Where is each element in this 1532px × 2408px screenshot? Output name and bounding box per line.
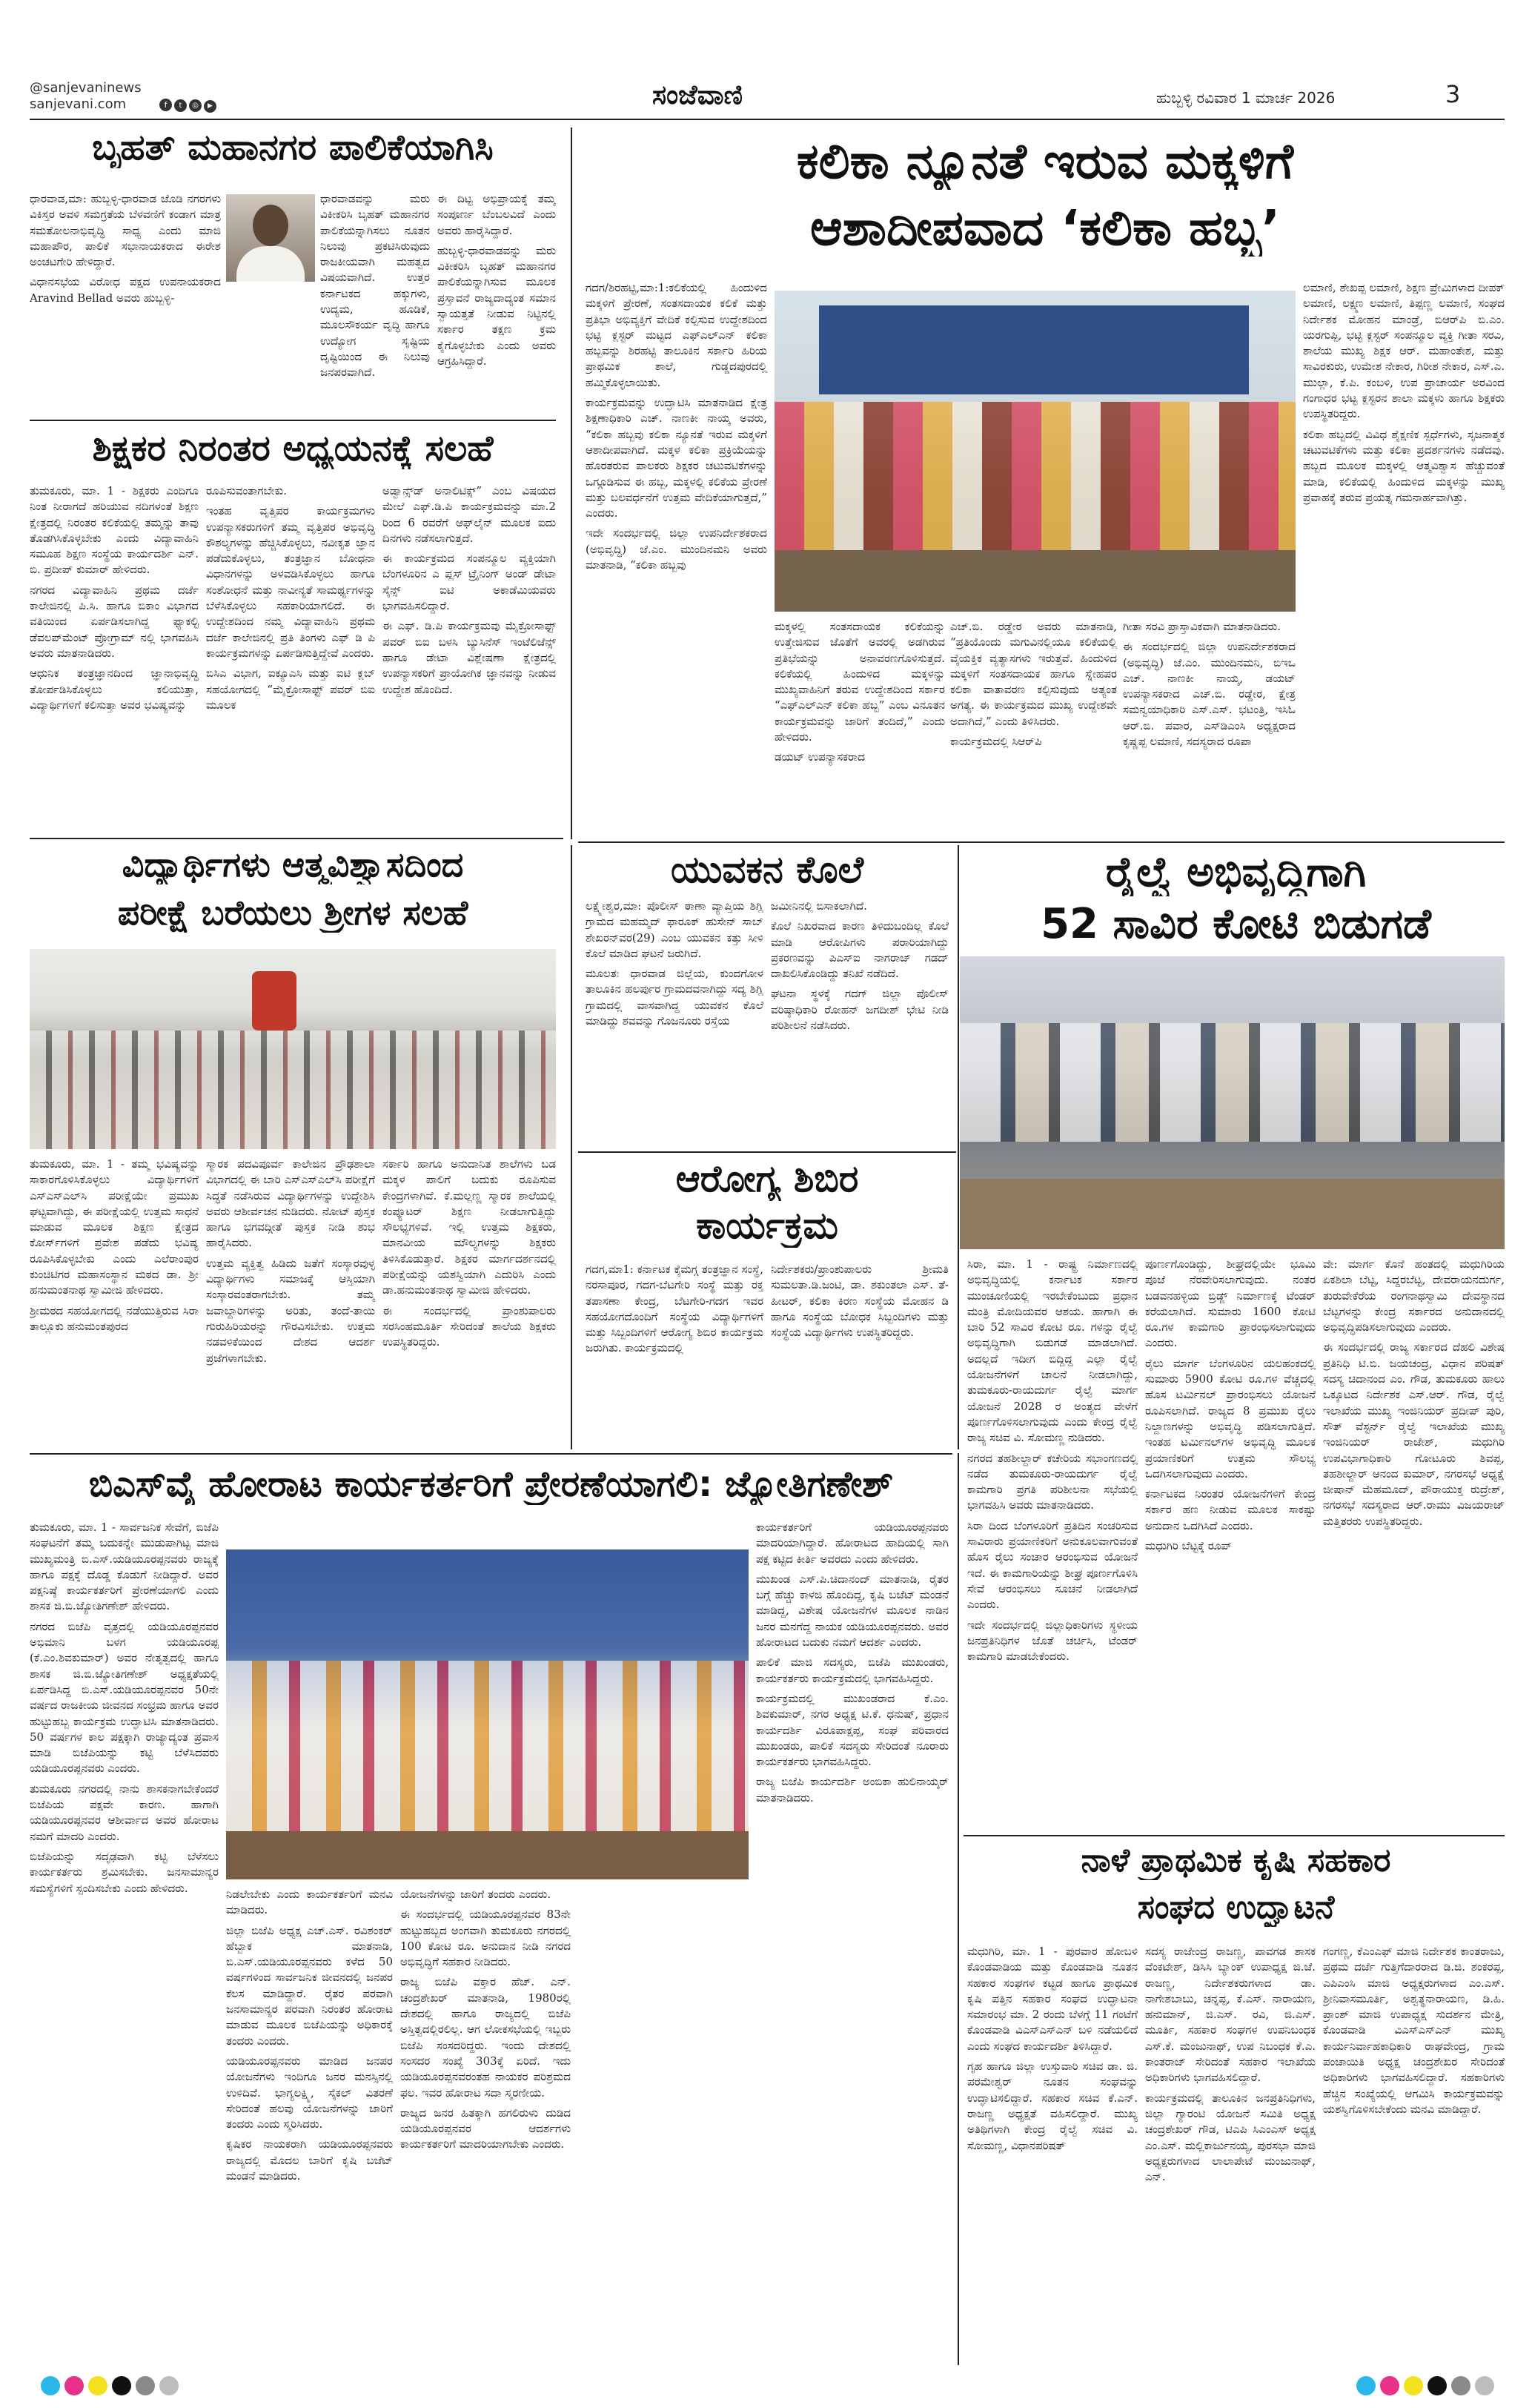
- article-para: ನಗರದ ತಹಶೀಲ್ದಾರ್ ಕಚೇರಿಯ ಸಭಾಂಗಣದಲ್ಲಿ ನಡೆದ ತುಮಕೂರು-ರಾಯದುರ್ಗ ರೈಲ್ವೆ ಕಾಮಗಾರಿ ಪ್ರಗತಿ ಪರಿಶೀಲನಾ ಸಭೆಯಲ್ಲಿ ಭಾಗವಹಿಸಿ ಅವರು ಮಾತನಾಡಿದರು.: [967, 1451, 1138, 1512]
- article-para: ಶ್ರೀಮಠದ ಸಹಯೋಗದಲ್ಲಿ ನಡೆಯುತ್ತಿರುವ ಸಿರಾ ತಾಲ್ಲೂಕು ಹನುಮಂತಪುರದ: [30, 1303, 199, 1333]
- article-para: ನಗರದ ವಿದ್ಯಾವಾಹಿನಿ ಪ್ರಥಮ ದರ್ಜೆ ಕಾಲೇಜಿನಲ್ಲಿ ಪಿ.ಸಿ. ಹಾಗೂ ಬಿಕಾಂ ವಿಭಾಗದ ವತಿಯಿಂದ ಏರ್ಪಡಿಸಲಾಗಿದ್ದ ಫ್ಯಾಕಲ್ಟಿ ಡೆವಲಪ್‌ಮೆಂಟ್ ಪ್ರೋಗ್ರಾಮ್ ನಲ್ಲಿ ಭಾಗವಹಿಸಿ ಅವರು ಮಾತನಾಡಿದರು.: [30, 583, 199, 660]
- social-icons: [159, 96, 216, 113]
- grey-dot: [136, 2376, 155, 2395]
- article-para: ಈ ಸಂದರ್ಭದಲ್ಲಿ ಯಡಿಯೂರಪ್ಪನವರ 83ನೇ ಹುಟ್ಟುಹಬ್ಬದ ಅಂಗವಾಗಿ ತುಮಕೂರು ನಗರದಲ್ಲಿ 100 ಕೋಟಿ ರೂ. ಅನುದಾನ ನೀಡಿ ನಗರದ ಅಭಿವೃದ್ಧಿಗೆ ಸಹಕಾರ ನೀಡಿದರು.: [400, 1908, 571, 1969]
- article-krushi-col1: [967, 1944, 1138, 2365]
- paper-title: ಸಂಜೆವಾಣಿ: [652, 80, 743, 110]
- article-para: ಕಾರ್ಯಕ್ರಮವನ್ನು ಉದ್ಘಾಟಿಸಿ ಮಾತನಾಡಿದ ಕ್ಷೇತ್ರ ಶಿಕ್ಷಣಾಧಿಕಾರಿ ಎಚ್. ನಾಣಕೀ ನಾಯ್ಕ ಅವರು, “ಕಲಿಕಾ ಹಬ್ಬವು ಕಲಿಕಾ ನ್ಯೂನತೆ ಇರುವ ಮಕ್ಕಳಿಗೆ ಆಶಾದೀಪವಾಗಿದೆ. ಮಕ್ಕಳ ಕಲಿಕಾ ಪ್ರಕ್ರಿಯೆಯನ್ನು ಹೊರತರುವ ಪಾಲಕರು ಶಿಕ್ಷಕರ ಚಟುವಟಿಕೆಗಳನ್ನು ಒಗ್ಗೂಡಿಸುವ ಈ ಹಬ್ಬ, ಮಕ್ಕಳಲ್ಲಿ ಕಲಿಕೆಯ ಪ್ರೇರಣೆ ಮತ್ತು ಬಲವರ್ಧನೆಗೆ ಉತ್ತಮ ವೇದಿಕೆಯಾಗುತ್ತದೆ,” ಎಂದರು.: [586, 396, 767, 520]
- youtube-icon[interactable]: ▶: [204, 100, 216, 113]
- color-registration-left: [41, 2376, 183, 2398]
- article-shikshakara-col2: [206, 483, 375, 832]
- article-para: ಸಿರಾ, ಮಾ. 1 - ರಾಷ್ಟ್ರ ನಿರ್ಮಾಣದಲ್ಲಿ ಅಭಿವೃದ್ಧಿಯಲ್ಲಿ ಕರ್ನಾಟಕ ಸರ್ಕಾರ ಮುಂಚೂಣಿಯಲ್ಲಿ ಇರಬೇಕೆಂಬುದು ಪ್ರಧಾನ ಮಂತ್ರಿ ಮೋದಿಯವರ ಆಶಯ. ಹಾಗಾಗಿ ಈ ಬಾರಿ 52 ಸಾವಿರ ಕೋಟಿ ರೂ. ಗಳನ್ನು ರೈಲ್ವೆ ಅಭಿವೃದ್ಧಿಗಾಗಿ ಬಿಡುಗಡೆ ಮಾಡಲಾಗಿದೆ. ಅದಲ್ಲದೆ ಇದೀಗ ಬಿದ್ದಿದ್ದ ಎಲ್ಲಾ ರೈಲ್ವೆ ಯೋಜನೆಗಳಿಗೆ ಚಾಲನೆ ನೀಡಲಾಗಿದ್ದು, ತುಮಕೂರು-ರಾಯದುರ್ಗ ರೈಲ್ವೆ ಮಾರ್ಗ ಯೋಜನೆ 2028 ರ ಅಂತ್ಯದ ವೇಳೆಗೆ ಪೂರ್ಣಗೊಳಿಸಲಾಗುವುದು ಎಂದು ಕೇಂದ್ರ ರೈಲ್ವೆ ರಾಜ್ಯ ಸಚಿವ ವಿ. ಸೋಮಣ್ಣ ನುಡಿದರು.: [967, 1257, 1138, 1445]
- light-grey-dot: [1475, 2376, 1494, 2395]
- light-grey-dot: [159, 2376, 179, 2395]
- article-para: ಧಾರವಾಡ,ಮಾ: ಹುಬ್ಬಳ್ಳಿ-ಧಾರವಾಡ ಜೊಡಿ ನಗರಗಳು ವಿಕಿಸ್ತರ ಅವಳಿ ಸಮಗ್ರತೆಯ ಬೆಳವಣಿಗೆ ಕಂಡಾಗ ಮಾತ್ರ ಸಮತೋಲನಾಭಿವೃದ್ಧಿ ಸಾಧ್ಯ ಎಂದು ಮಾಜಿ ಮಹಾಪೌರ, ಪಾಲಿಕೆ ಸಭಾನಾಯಕರಾದ ಈರೇಶ ಅಂಚಟಗೇರಿ ಹೇಳಿದ್ದಾರೆ.: [30, 192, 221, 269]
- article-para: ಗಂಗಣ್ಣ, ಕೆಎಂಎಫ್ ಮಾಜಿ ನಿರ್ದೇಶಕ ಕಾಂತರಾಜು, ಪ್ರಥಮ ದರ್ಜೆ ಗುತ್ತಿಗೆದಾರರಾದ ಡಿ.ಜಿ. ಶಂಕರಪ್ಪ, ಎಪಿಎಂಸಿ ಮಾಜಿ ಅಧ್ಯಕ್ಷರುಗಳಾದ ಎಂ.ಎಸ್. ಶ್ರೀನಿವಾಸಮೂರ್ತಿ, ಅಶ್ವತ್ಥನಾರಾಯಣ, ಡಿ.ಹಿ. ಪ್ರಾಂಶ್ ಮಾಜಿ ಉಪಾಧ್ಯಕ್ಷ ಸುದರ್ಶನ ಮೇತ್ರಿ, ಕೊಂಡವಾಡಿ ವಿಎಸ್‌ಎಸ್‌ಎನ್ ಮುಖ್ಯ ಕಾರ್ಯನಿರ್ವಾಹಕಾಧಿಕಾರಿ ರಾಘವೇಂದ್ರ, ಗ್ರಾಮ ಪಂಚಾಯಿತಿ ಅಧ್ಯಕ್ಷ ಚಂದ್ರಶೇಖರ ಸೇರಿದಂತೆ ಅಧಿಕಾರಿಗಳು ಭಾಗವಹಿಸಲಿದ್ದಾರೆ. ಸಹಕಾರಿಗಳು ಹೆಚ್ಚಿನ ಸಂಖ್ಯೆಯಲ್ಲಿ ಆಗಮಿಸಿ ಕಾರ್ಯಕ್ರಮವನ್ನು ಯಶಸ್ವಿಗೊಳಿಸಬೇಕೆಂದು ಮನವಿ ಮಾಡಿದ್ದಾರೆ.: [1323, 1945, 1505, 2116]
- black-dot: [112, 2376, 131, 2395]
- article-para: ಈ ಕಾರ್ಯಕ್ರಮದ ಸಂಪನ್ಮೂಲ ವ್ಯಕ್ತಿಯಾಗಿ ಬೆಂಗಳೂರಿನ ಎ ಪ್ಲಸ್ ಟ್ರೈನಿಂಗ್ ಅಂಡ್ ಡೇಟಾ ಸೈನ್ಸ್ ಐಟಿ ಅಕಾಡೆಮಿಯವರು ಭಾಗವಹಿಸಲಿದ್ದಾರೆ.: [382, 552, 556, 613]
- article-para: ತುಮಕೂರು, ಮಾ. 1 - ಶಿಕ್ಷಕರು ಎಂದಿಗೂ ನಿಂತ ನೀರಾಗದೆ ಹರಿಯುವ ನದಿಗಳಂತೆ ಶಿಕ್ಷಣ ಕ್ಷೇತ್ರದಲ್ಲಿ ನಿರಂತರ ಕಲಿಕೆಯಲ್ಲಿ ತಮ್ಮನ್ನು ತಾವು ತೊಡಗಿಸಿಕೊಳ್ಳಬೇಕು ಎಂದು ವಿದ್ಯಾವಾಹಿನಿ ಸಮೂಹ ಶಿಕ್ಷಣ ಸಂಸ್ಥೆಯ ಕಾರ್ಯದರ್ಶಿ ಎನ್. ಬಿ. ಪ್ರದೀಪ್ ಕುಮಾರ್ ಹೇಳಿದರು.: [30, 484, 199, 577]
- headline-shikshakara: ಶಿಕ್ಷಕರ ನಿರಂತರ ಅಧ್ಯಯನಕ್ಕೆ ಸಲಹೆ: [92, 429, 494, 469]
- article-kalika-col3: [950, 619, 1117, 838]
- article-shikshakara-col1: [30, 483, 199, 832]
- photo-kalika-group: [775, 291, 1296, 612]
- article-krushi-col3: [1323, 1944, 1505, 2365]
- article-yuvakana-col2: [771, 899, 949, 1147]
- article-para: ಅಡ್ವಾನ್ಸ್‌ಡ್ ಅನಾಲಿಟಿಕ್ಸ್” ಎಂಬ ವಿಷಯದ ಮೇಲೆ ಎಫ್.ಡಿ.ಪಿ ಕಾರ್ಯಕ್ರಮವನ್ನು ಮಾ.2 ರಿಂದ 6 ರವರೆಗೆ ಆಫ್‌ಲೈನ್ ಮೂಲಕ ಐದು ದಿನಗಳು ನಡೆಸಲಾಗುತ್ತದೆ.: [382, 484, 556, 545]
- photo-bsy-event: [226, 1549, 749, 1879]
- article-vidyarthi-col3: [382, 1157, 556, 1446]
- article-para: ಯಡಿಯೂರಪ್ಪನವರು ಮಾಡಿದ ಜನಪರ ಯೋಜನೆಗಳು ಇಂದಿಗೂ ಜನರ ಮನಸ್ಸಿನಲ್ಲಿ ಉಳಿದಿವೆ. ಭಾಗ್ಯಲಕ್ಷ್ಮಿ, ಸೈಕಲ್ ವಿತರಣೆ ಸೇರಿದಂತೆ ಹಲವು ಯೋಜನೆಗಳನ್ನು ಜಾರಿಗೆ ತಂದರು ಎಂದು ಸ್ಮರಿಸಿದರು.: [226, 2054, 393, 2131]
- article-para: ಬಿಸಿಎ ವಿಭಾಗ, ಐಕ್ಯೂಎಸಿ ಮತ್ತು ಐಟಿ ಕ್ಲಬ್ ಸಹಯೋಗದಲ್ಲಿ “ಮೈಕ್ರೋಸಾಫ್ಟ್ ಪವರ್ ಬಿಐ ಮೂಲಕ: [206, 666, 375, 712]
- article-para: ಮಕ್ಕಳಲ್ಲಿ ಸಂತಸದಾಯಕ ಕಲಿಕೆಯನ್ನು ಉತ್ತೇಜಿಸುವ ಜೊತೆಗೆ ಅವರಲ್ಲಿ ಅಡಗಿರುವ ಪ್ರತಿಭೆಯನ್ನು ಅನಾವರಣಗೊಳಿಸುತ್ತದೆ. ಕಲಿಕೆಯಲ್ಲಿ ಹಿಂದುಳಿದ ಮಕ್ಕಳನ್ನು ಮುಖ್ಯವಾಹಿನಿಗೆ ತರುವ ಉದ್ದೇಶದಿಂದ ಸರ್ಕಾರ “ಎಫ್‌ಎಲ್‌ಎನ್ ಕಲಿಕಾ ಹಬ್ಬ” ಎಂಬ ವಿನೂತನ ಕಾರ್ಯಕ್ರಮವನ್ನು ಜಾರಿಗೆ ತಂದಿದೆ,” ಎಂದು ಹೇಳಿದರು.: [775, 620, 945, 744]
- headline-krushi-1: ನಾಳೆ ಪ್ರಾಥಮಿಕ ಕೃಷಿ ಸಹಕಾರ: [1081, 1842, 1391, 1879]
- dateline: ಹುಬ್ಬಳ್ಳಿ ರವಿವಾರ 1 ಮಾರ್ಚ 2026: [1156, 89, 1336, 107]
- headline-railway-1: ರೈಲ್ವೆ ಅಭಿವೃದ್ಧಿಗಾಗಿ: [1105, 849, 1367, 896]
- photo-railway-meeting: [960, 956, 1505, 1249]
- article-para: ಗೀತಾ ಸರವಿ ಪ್ರಾಸ್ತಾವಿಕವಾಗಿ ಮಾತನಾಡಿದರು.: [1123, 620, 1281, 633]
- article-mahanagara-col1: [30, 191, 221, 414]
- page-number: 3: [1445, 80, 1461, 108]
- article-para: ಸರ್ಕಾರಿ ಹಾಗೂ ಅನುದಾನಿತ ಶಾಲೆಗಳು ಬಡ ಮಕ್ಕಳ ಪಾಲಿಗೆ ಬದುಕು ರೂಪಿಸುವ ಕೇಂದ್ರಗಳಾಗಿವೆ. ಕೆ.ಮಲ್ಲಣ್ಣ ಸ್ಮಾರಕ ಶಾಲೆಯಲ್ಲಿ ಕಂಪ್ಯೂಟರ್ ಶಿಕ್ಷಣ ನೀಡಲಾಗುತ್ತಿದ್ದು ಸೌಲಭ್ಯಗಳಿವೆ. ಇಲ್ಲಿ ಉತ್ತಮ ಶಿಕ್ಷಕರು, ಮಾನವೀಯ ಮೌಲ್ಯಗಳನ್ನು ಶಿಕ್ಷಕರು ತಿಳಿಸಿಕೊಡುತ್ತಾರೆ. ಶಿಕ್ಷಕರ ಮಾರ್ಗದರ್ಶನದಲ್ಲಿ ಪರೀಕ್ಷೆಯನ್ನು ಯಶಸ್ವಿಯಾಗಿ ಎದುರಿಸಿ ಎಂದು ಡಾ.ಹನುಮಂತನಾಥ ಸ್ವಾಮೀಜಿ ಹೇಳಿದರು.: [382, 1157, 556, 1297]
- article-para: ರಾಜ್ಯದ ಜನರ ಹಿತಕ್ಕಾಗಿ ಹಗಲಿರುಳು ದುಡಿದ ಯಡಿಯೂರಪ್ಪನವರ ಆದರ್ಶಗಳು ಕಾರ್ಯಕರ್ತರಿಗೆ ಮಾದರಿಯಾಗಬೇಕು ಎಂದರು.: [400, 2106, 571, 2151]
- article-para: ಧಾರವಾಡವನ್ನು ಮರು ವಿಕೀಕರಿಸಿ ಬೃಹತ್ ಮಹಾನಗರ ಪಾಲಿಕೆಯನ್ನಾಗಿಸಲು ನೂತನ ನಿಲುವು ಪ್ರಕಟಿಸಿರುವುದು ರಾಜಕೀಯವಾಗಿ ಮಹತ್ವದ ವಿಷಯವಾಗಿದೆ. ಉತ್ತರ ಕರ್ನಾಟಕದ ಹಕ್ಕುಗಳು, ಉದ್ಯಮ, ಹೂಡಿಕೆ, ಮೂಲಸೌಕರ್ಯ ವೃದ್ಧಿ ಹಾಗೂ ಉದ್ಯೋಗ ಸೃಷ್ಟಿಯ ದೃಷ್ಟಿಯಿಂದ ಈ ನಿಲುವು ಜನಪರವಾಗಿದೆ.: [320, 192, 430, 380]
- masthead-rule: [30, 119, 1505, 120]
- article-para: ಇದೇ ಸಂದರ್ಭದಲ್ಲಿ ಜಿಲ್ಲಾ ಉಪನಿರ್ದೇಶಕರಾದ (ಅಭಿವೃದ್ಧಿ) ಜೆ.ಎಂ. ಮುಂದಿನಮನಿ ಅವರು ಮಾತನಾಡಿ, “ಕಲಿಕಾ ಹಬ್ಬವು: [586, 526, 767, 572]
- article-para: ಘಟನಾ ಸ್ಥಳಕ್ಕೆ ಗದಗ್ ಜಿಲ್ಲಾ ಪೊಲೀಸ್ ವರಿಷ್ಠಾಧಿಕಾರಿ ರೋಹನ್ ಜಗದೀಶ್ ಭೇಟಿ ನೀಡಿ ಪರಿಶೀಲನೆ ನಡೆಸಿದರು.: [771, 987, 949, 1033]
- headline-mahanagara: ಬೃಹತ್ ಮಹಾನಗರ ಪಾಲಿಕೆಯಾಗಿಸಿ: [92, 128, 494, 168]
- article-para: ಕರ್ನಾಟಕದ ನಿರಂತರ ಯೋಜನೆಗಳಿಗೆ ಕೇಂದ್ರ ಸರ್ಕಾರ ಹಣ ನೀಡುವ ಮೂಲಕ ಸಾಕಷ್ಟು ಅನುದಾನ ಒದಗಿಸಿದೆ ಎಂದರು.: [1145, 1487, 1316, 1532]
- article-para: ಸಿರಾ ದಿಂದ ಬೆಂಗಳೂರಿಗೆ ಪ್ರತಿದಿನ ಸಂಚರಿಸುವ ಸಾವಿರಾರು ಪ್ರಯಾಣಿಕರಿಗೆ ಅನುಕೂಲವಾಗುವಂತೆ ಹೊಸ ರೈಲು ಸಂಚಾರ ಆರಂಭಿಸುವ ಯೋಜನೆ ಇದೆ. ಈ ಕಾಮಗಾರಿಯನ್ನು ಶೀಘ್ರ ಪೂರ್ಣಗೊಳಿಸಿ ಸೇವೆ ಆರಂಭಿಸಲು ಸೂಚನೆ ನೀಡಲಾಗಿದೆ ಎಂದರು.: [967, 1518, 1138, 1612]
- article-para: ಕಾರ್ಯಕರ್ತರಿಗೆ ಯಡಿಯೂರಪ್ಪನವರು ಮಾದರಿಯಾಗಿದ್ದಾರೆ. ಹೋರಾಟದ ಹಾದಿಯಲ್ಲಿ ಸಾಗಿ ಪಕ್ಷ ಕಟ್ಟಿದ ಕೀರ್ತಿ ಅವರದು ಎಂದು ಹೇಳಿದರು.: [756, 1521, 949, 1566]
- headline-kalika-1: ಕಲಿಕಾ ನ್ಯೂನತೆ ಇರುವ ಮಕ್ಕಳಿಗೆ: [796, 133, 1294, 190]
- yellow-dot: [88, 2376, 107, 2395]
- black-dot: [1427, 2376, 1447, 2395]
- article-para: ಮಧುಗಿರಿ ಬೆಟ್ಟಕ್ಕೆ ರೂಪ್: [1145, 1539, 1232, 1553]
- article-para: ಯೋಜನೆಗಳನ್ನು ಜಾರಿಗೆ ತಂದರು ಎಂದರು.: [400, 1888, 551, 1901]
- article-para: ಈ ದಿಟ್ಟ ಅಭಿಪ್ರಾಯಕ್ಕೆ ತಮ್ಮ ಸಂಪೂರ್ಣ ಬೆಂಬಲವಿದೆ ಎಂದು ಅವರು ಹಾರೈಸಿದ್ದಾರೆ.: [437, 192, 556, 237]
- cyan-dot: [41, 2376, 60, 2395]
- twitter-icon[interactable]: t: [174, 99, 187, 112]
- article-para: ಗದಗ/ಶಿರಹಟ್ಟಿ,ಮಾ:1:ಕಲಿಕೆಯಲ್ಲಿ ಹಿಂದುಳಿದ ಮಕ್ಕಳಿಗೆ ಪ್ರೇರಣೆ, ಸಂತಸದಾಯಕ ಕಲಿಕೆ ಮತ್ತು ಪ್ರತಿಭಾ ಅಭಿವ್ಯಕ್ತಿಗೆ ವೇದಿಕೆ ಕಲ್ಪಿಸುವ ಉದ್ದೇಶದಿಂದ ಭಟ್ಟಿ ಕ್ಲಸ್ಟರ್ ಮಟ್ಟದ ಎಫ್‌ಎಲ್‌ಎನ್ ಕಲಿಕಾ ಹಬ್ಬವನ್ನು ಶಿರಹಟ್ಟಿ ತಾಲೂಕಿನ ಸರ್ಕಾರಿ ಹಿರಿಯ ಪ್ರಾಥಮಿಕ ಶಾಲೆ, ಗುಡ್ಡದಪುರದಲ್ಲಿ ಹಮ್ಮಿಕೊಳ್ಳಲಾಯಿತು.: [586, 281, 767, 389]
- magenta-dot: [64, 2376, 84, 2395]
- article-para: ಕೃಷಿಕರ ನಾಯಕರಾಗಿ ಯಡಿಯೂರಪ್ಪನವರು ರಾಜ್ಯದಲ್ಲಿ ಮೊದಲ ಬಾರಿಗೆ ಕೃಷಿ ಬಜೆಟ್ ಮಂಡನೆ ಮಾಡಿದರು.: [226, 2137, 393, 2183]
- headline-yuvakana: ಯುವಕನ ಕೊಲೆ: [670, 849, 864, 891]
- masthead: [0, 0, 1532, 119]
- article-kalika-col1: [586, 280, 767, 836]
- article-para: ತುಮಕೂರು, ಮಾ. 1 - ಸಾರ್ವಜನಿಕ ಸೇವೆಗೆ, ಬಿಜೆಪಿ ಸಂಘಟನೆಗೆ ತಮ್ಮ ಬದುಕನ್ನೇ ಮುಡುಪಾಗಿಟ್ಟ ಮಾಜಿ ಮುಖ್ಯಮಂತ್ರಿ ಬಿ.ಎಸ್.ಯಡಿಯೂರಪ್ಪನವರು ರಾಜ್ಯಕ್ಕೆ ಹಾಗೂ ಪಕ್ಷಕ್ಕೆ ದೊಡ್ಡ ಕೊಡುಗೆ ನೀಡಿದ್ದಾರೆ. ಅವರ ಪಕ್ಷನಿಷ್ಠೆ ಕಾರ್ಯಕರ್ತರಿಗೆ ಪ್ರೇರಣೆಯಾಗಲಿ ಎಂದು ಶಾಸಕ ಜಿ.ಬಿ.ಜ್ಯೋತಿಗಣೇಶ್ ಹೇಳಿದರು.: [30, 1521, 219, 1613]
- headline-arogya-1: ಆರೋಗ್ಯ ಶಿಬಿರ: [675, 1158, 859, 1200]
- article-para: ಮುಖಂಡ ಎಸ್.ಪಿ.ಚಿದಾನಂದ್ ಮಾತನಾಡಿ, ರೈತರ ಬಗ್ಗೆ ಹೆಚ್ಚು ಕಾಳಜಿ ಹೊಂದಿದ್ದ, ಕೃಷಿ ಬಜೆಟ್ ಮಂಡನೆ ಮಾಡಿದ್ದ, ವಿಶೇಷ ಯೋಜನೆಗಳ ಮೂಲಕ ನಾಡಿನ ಜನರ ಮನಗೆದ್ದ ನಾಯಕ ಯಡಿಯೂರಪ್ಪನವರು. ಅವರ ಹೋರಾಟದ ಬದುಕು ನಮಗೆ ಆದರ್ಶ ಎಂದರು.: [756, 1572, 949, 1650]
- article-para: ರಾಜ್ಯ ಬಿಜೆಪಿ ಕಾರ್ಯದರ್ಶಿ ಅಂಬಿಕಾ ಹುಲಿನಾಯ್ಕರ್ ಮಾತನಾಡಿದರು.: [756, 1775, 949, 1805]
- article-para: ಆಧುನಿಕ ತಂತ್ರಜ್ಞಾನದಿಂದ ಜ್ಞಾನಾಭಿವೃದ್ಧಿ ತೋರ್ಪಡಿಸಿಕೊಳ್ಳಲು ಕಲಿಯುತ್ತಾ, ವಿದ್ಯಾರ್ಥಿಗಳಿಗೆ ಕಲಿಸುತ್ತಾ ಅವರ ಭವಿಷ್ಯವನ್ನು: [30, 666, 199, 712]
- article-para: ಮಧುಗಿರಿ, ಮಾ. 1 - ಪುರವಾರ ಹೋಬಳಿ ಕೊಂಡವಾಡಿಯ ಮತ್ತು ಕೊಂಡವಾಡಿ ನೂತನ ಸಹಕಾರ ಸಂಘಗಳ ಕಟ್ಟಡ ಹಾಗೂ ಪ್ರಾಥಮಿಕ ಕೃಷಿ ಪತ್ತಿನ ಸಹಕಾರ ಸಂಘದ ಉದ್ಘಾಟನಾ ಸಮಾರಂಭ ಮಾ. 2 ರಂದು ಬೆಳಗ್ಗೆ 11 ಗಂಟೆಗೆ ಕೊಂಡವಾಡಿ ವಿಎಸ್‌ಎಸ್‌ಎನ್ ಬಳಿ ನಡೆಯಲಿದೆ ಎಂದು ಸಂಘದ ಕಾರ್ಯದರ್ಶಿ ತಿಳಿಸಿದ್ದಾರೆ.: [967, 1945, 1138, 2053]
- portrait-photo: [226, 194, 315, 282]
- article-arogya-col1: [586, 1262, 763, 1447]
- article-para: ನಿಡಲೇಬೇಕು ಎಂದು ಕಾರ್ಯಕರ್ತರಿಗೆ ಮನವಿ ಮಾಡಿದರು.: [226, 1888, 393, 1917]
- article-para: ಕಾರ್ಯಕ್ರಮದಲ್ಲಿ ಮುಖಂಡರಾದ ಕೆ.ಎಂ. ಶಿವಕುಮಾರ್, ನಗರ ಅಧ್ಯಕ್ಷ ಟಿ.ಕೆ. ಧನುಷ್, ಪ್ರಧಾನ ಕಾರ್ಯದರ್ಶಿ ವಿರೂಪಾಕ್ಷಪ್ಪ, ಸಂಘ ಪರಿವಾರದ ಮುಖಂಡರು, ಪಾಲಿಕೆ ಸದಸ್ಯರು ಸೇರಿದಂತೆ ನೂರಾರು ಕಾರ್ಯಕರ್ತರು ಭಾಗವಹಿಸಿದ್ದರು.: [756, 1691, 949, 1769]
- article-para: ಪಾಲಿಕೆ ಮಾಜಿ ಸದಸ್ಯರು, ಬಿಜೆಪಿ ಮುಖಂಡರು, ಕಾರ್ಯಕರ್ತರು ಕಾರ್ಯಕ್ರಮದಲ್ಲಿ ಭಾಗವಹಿಸಿದ್ದರು.: [756, 1656, 949, 1685]
- headline-krushi-2: ಸಂಘದ ಉದ್ಘಾಟನೆ: [1137, 1889, 1335, 1926]
- article-para: ರೈಲು ಮಾರ್ಗ ಬೆಂಗಳೂರಿನ ಯಲಹಂಕದಲ್ಲಿ ಸುಮಾರು 5900 ಕೋಟಿ ರೂ.ಗಳ ವೆಚ್ಚದಲ್ಲಿ ಹೊಸ ಟರ್ಮಿನಲ್ ಪ್ರಾರಂಭಿಸಲು ಯೋಜನೆ ರೂಪಿಸಲಾಗಿದೆ. ರಾಜ್ಯದ 8 ಪ್ರಮುಖ ರೈಲು ನಿಲ್ದಾಣಗಳನ್ನು ಅಭಿವೃದ್ಧಿ ಪಡಿಸಲಾಗುತ್ತಿದೆ. ಇಂತಹ ಟರ್ಮಿನಲ್‌ಗಳ ಅಭಿವೃದ್ಧಿ ಮೂಲಕ ಪ್ರಯಾಣಿಕರಿಗೆ ಉತ್ತಮ ಸೌಲಭ್ಯ ಒದಗಿಸಲಾಗುವುದು ಎಂದರು.: [1145, 1356, 1316, 1481]
- article-para: ಹುಬ್ಬಳ್ಳಿ-ಧಾರವಾಡವನ್ನು ಮರು ವಿಕೀಕರಿಸಿ ಬೃಹತ್ ಮಹಾನಗರ ಪಾಲಿಕೆಯನ್ನಾಗಿಸುವ ಮೂಲಕ ಪ್ರಸ್ತಾವನೆ ರಾಜ್ಯದಾದ್ಯಂತ ಸಮಾನ ಸ್ವಾಯತ್ತತೆ ನೀಡುವ ನಿಟ್ಟಿನಲ್ಲಿ ಸರ್ಕಾರ ತಕ್ಷಣ ಕ್ರಮ ಕೈಗೊಳ್ಳಬೇಕು ಎಂದು ಅವರು ಆಗ್ರಹಿಸಿದ್ದಾರೆ.: [437, 243, 556, 368]
- article-railway-col1: [967, 1257, 1138, 1828]
- article-para: ಜಿಲ್ಲಾ ಬಿಜೆಪಿ ಅಧ್ಯಕ್ಷ ಎಚ್.ಎಸ್. ರವಿಶಂಕರ್ ಹೆಬ್ಬಾಕ ಮಾತನಾಡಿ, ಬಿ.ಎಸ್.ಯಡಿಯೂರಪ್ಪನವರು ಕಳೆದ 50 ವರ್ಷಗಳಿಂದ ಸಾರ್ವಜನಿಕ ಜೀವನದಲ್ಲಿ ಜನಪರ ಕೆಲಸ ಮಾಡಿದ್ದಾರೆ. ರೈತರ ಪರವಾಗಿ ಜನಸಾಮಾನ್ಯರ ಪರವಾಗಿ ನಿರಂತರ ಹೋರಾಟ ಮಾಡುವ ಮೂಲಕ ಬಿಜೆಪಿಯನ್ನು ಅಧಿಕಾರಕ್ಕೆ ತಂದರು ಎಂದರು.: [226, 1923, 393, 2048]
- article-railway-col3: [1323, 1257, 1505, 1828]
- article-bsy-col3: [400, 1887, 571, 2365]
- article-para: ತುಮಕೂರು ನಗರದಲ್ಲಿ ನಾನು ಶಾಸಕನಾಗಬೇಕೆಂದರೆ ಬಿಜೆಪಿಯ ಪಕ್ಷವೇ ಕಾರಣ. ಹಾಗಾಗಿ ಯಡಿಯೂರಪ್ಪನವರ ಆಶೀರ್ವಾದ ಅವರ ಹೋರಾಟ ನಮಗೆ ಮಾದರಿ ಎಂದರು.: [30, 1782, 219, 1843]
- article-para: ವಿಧಾನಸಭೆಯ ವಿರೋಧ ಪಕ್ಷದ ಉಪನಾಯಕರಾದ Aravind Bellad ಅವರು ಹುಬ್ಬಳ್ಳಿ-: [30, 275, 221, 305]
- article-bsy-col4: [756, 1520, 949, 2365]
- article-para: ಗೃಹ ಹಾಗೂ ಜಿಲ್ಲಾ ಉಸ್ತುವಾರಿ ಸಚಿವ ಡಾ. ಜಿ. ಪರಮೇಶ್ವರ್ ನೂತನ ಸಂಘವನ್ನು ಉದ್ಘಾಟಿಸಲಿದ್ದಾರೆ. ಸಹಕಾರ ಸಚಿವ ಕೆ.ಎನ್. ರಾಜಣ್ಣ ಅಧ್ಯಕ್ಷತೆ ವಹಿಸಲಿದ್ದಾರೆ. ಮುಖ್ಯ ಅತಿಥಿಗಳಾಗಿ ಕೇಂದ್ರ ರೈಲ್ವೆ ಸಚಿವ ವಿ. ಸೋಮಣ್ಣ, ವಿಧಾನಪರಿಷತ್: [967, 2060, 1138, 2152]
- article-para: ಕಾರ್ಯಕ್ರಮದಲ್ಲಿ ಸಿಆರ್‌ಪಿ: [950, 735, 1042, 749]
- article-para: ಈ ಸಂದರ್ಭದಲ್ಲಿ ಜಿಲ್ಲಾ ಉಪನಿರ್ದೇಶಕರಾದ (ಅಭಿವೃದ್ಧಿ) ಜೆ.ಎಂ. ಮುಂದಿನಮನಿ, ಬಿಇಒ ಎಚ್. ನಾಣಕೀ ನಾಯ್ಕ, ಡಯಟ್ ಉಪನ್ಯಾಸಕರಾದ ಎಚ್.ಬಿ. ರಡ್ಡೇರ, ಕ್ಷೇತ್ರ ಸಮನ್ವಯಾಧಿಕಾರಿ ಎಸ್.ಎಸ್. ಭಟಂತ್ರಿ, ಇಸಿಓ ಆರ್.ಬಿ. ಪವಾರ, ಎಸ್‌ಡಿಎಂಸಿ ಅಧ್ಯಕ್ಷರಾದ ಕೃಷ್ಣಪ್ಪ ಲಮಾಣಿ, ಸದಸ್ಯರಾದ ರೂಪಾ: [1123, 640, 1296, 749]
- article-para: ಸದಸ್ಯ ರಾಜೇಂದ್ರ ರಾಜಣ್ಣ, ಪಾವಗಡ ಶಾಸಕ ವೆಂಕಟೇಶ್, ಡಿಸಿಸಿ ಬ್ಯಾಂಕ್ ಉಪಾಧ್ಯಕ್ಷ ಜಿ.ಜೆ. ರಾಜಣ್ಣ, ನಿರ್ದೇಶಕರುಗಳಾದ ಡಾ. ನಾಗೇಶಬಾಬು, ಚನ್ನಪ್ಪ, ಕೆ.ಎಸ್. ನಾರಾಯಣ, ಹನುಮಾನ್, ಜಿ.ಎಸ್. ರವಿ, ಜಿ.ಎಸ್. ಮೂರ್ತಿ, ಸಹಕಾರ ಸಂಘಗಳ ಉಪನಿಬಂಧಕ ಎಸ್.ಕೆ. ಮಂಜುನಾಥ್, ಉಪ ನಿಬಂಧಕ ಕೆ.ಎ. ಕಾಂತರಾಜ್ ಸೇರಿದಂತೆ ಸಹಕಾರ ಇಲಾಖೆಯ ಅಧಿಕಾರಿಗಳು ಭಾಗವಹಿಸಲಿದ್ದಾರೆ.: [1145, 1945, 1316, 2085]
- article-para: ಮೂಲತಃ ಧಾರವಾಡ ಜಿಲ್ಲೆಯ, ಕುಂದಗೋಳ ತಾಲೂಕಿನ ಹಲರ್ಪುರ ಗ್ರಾಮದವನಾಗಿದ್ದು ಸದ್ಯ ಶಿಗ್ಲಿ ಗ್ರಾಮದಲ್ಲಿ ವಾಸವಾಗಿದ್ದ ಯುವಕನ ಕೊಲೆ ಮಾಡಿದ್ದು ಶವವನ್ನು ಗೊಜನೂರು ರಸ್ತೆಯ: [586, 967, 763, 1028]
- article-para: ಈ ಎಫ್. ಡಿ.ಪಿ ಕಾರ್ಯಕ್ರಮವು ಮೈಕ್ರೋಸಾಫ್ಟ್ ಪವರ್ ಬಿಐ ಬಳಸಿ ಬ್ಯುಸಿನೆಸ್ ಇಂಟೆಲಿಜೆನ್ಸ್ ಹಾಗೂ ಡೇಟಾ ವಿಶ್ಲೇಷಣಾ ಕ್ಷೇತ್ರದಲ್ಲಿ ಉಪನ್ಯಾಸಕರಿಗೆ ಪ್ರಾಯೋಗಿಕ ಜ್ಞಾನವನ್ನು ನೀಡುವ ಉದ್ದೇಶ ಹೊಂದಿದೆ.: [382, 619, 556, 696]
- article-para: ಸ್ಮಾರಕ ಪದವಿಪೂರ್ವ ಕಾಲೇಜಿನ ಪ್ರೌಢಶಾಲಾ ವಿಭಾಗದಲ್ಲಿ ಈ ಬಾರಿ ಎಸ್‌ಎಸ್‌ಎಲ್‌ಸಿ ಪರೀಕ್ಷೆಗೆ ಸಿದ್ಧತೆ ನಡೆಸಿರುವ ವಿದ್ಯಾರ್ಥಿಗಳನ್ನು ಉದ್ದೇಶಿಸಿ ಅವರು ಆಶೀರ್ವಚನ ನುಡಿದರು. ನೋಟ್ ಪುಸ್ತಕ ಹಾಗೂ ಭಗವದ್ಗೀತೆ ಪುಸ್ತಕ ನೀಡಿ ಶುಭ ಹಾರೈಸಿದರು.: [206, 1157, 375, 1250]
- article-para: ಉತ್ತಮ ವ್ಯಕ್ತಿತ್ವ ಹಿಡಿದು ಜತೆಗೆ ಸಂಸ್ಕಾರವುಳ್ಳ ವಿದ್ಯಾರ್ಥಿಗಳು ಸಮಾಜಕ್ಕೆ ಆಸ್ತಿಯಾಗಿ ಸಂಸ್ಕಾರವಂತರಾಗಬೇಕು. ತಮ್ಮ ಜವಾಬ್ದಾರಿಗಳನ್ನು ಅರಿತು, ತಂದೆ-ತಾಯಿ ಗುರುಹಿರಿಯರನ್ನು ಗೌರವಿಸಬೇಕು. ಉತ್ತಮ ನಡವಳಿಕೆಯಿಂದ ದೇಶದ ಆದರ್ಶ ಪ್ರಜೆಗಳಾಗಬೇಕು.: [206, 1256, 375, 1365]
- article-shikshakara-col3: [382, 483, 556, 832]
- article-bsy-col2: [226, 1887, 393, 2365]
- article-para: ಲಮಾಣಿ, ಶೇಖಪ್ಪ ಲಮಾಣಿ, ಶಿಕ್ಷಣ ಪ್ರೇಮಿಗಳಾದ ದೀಪಕ್ ಲಮಾಣಿ, ಲಕ್ಷ್ಮಣ ಲಮಾಣಿ, ತಿಪ್ಪಣ್ಣ ಲಮಾಣಿ, ಸಂಘದ ನಿರ್ದೇಶಕ ಮೋಹನ ಮಾಂಡ್ರೆ, ಬಿಆರ್‌ಪಿ ಬಿ.ಎಂ. ಯರಗುಪ್ಪಿ, ಭಟ್ಟಿ ಕ್ಲಸ್ಟರ್ ಸಂಪನ್ಮೂಲ ವ್ಯಕ್ತಿ ಗೀತಾ ಸರವಿ, ಶಾಲೆಯ ಮುಖ್ಯ ಶಿಕ್ಷಕ ಆರ್. ಮಹಾಂತೇಶ, ಮತ್ತು ಸಾವಿರಕುರು, ಉಮೇಶ ನೇಕಾರ, ಗಿರೀಶ ನೇಕಾರ, ಎಸ್.ಎ. ಮುಲ್ಲಾ, ಕೆ.ಪಿ. ಕಂಬಳಿ, ಉಪ ಪ್ರಾಚಾರ್ಯ ಅರವಿಂದ ಗಂಗಾಧರ ಭಟ್ಟ ಕ್ಲಸ್ಟರನ ಶಾಲಾ ಮಕ್ಕಳು ಹಾಗೂ ಶಿಕ್ಷಕರು ಉಪಸ್ಥಿತರಿದ್ದರು.: [1303, 281, 1505, 421]
- headline-vidyarthi-1: ವಿದ್ಯಾರ್ಥಿಗಳು ಆತ್ಮವಿಶ್ವಾಸದಿಂದ: [122, 845, 464, 884]
- article-para: ರಾಜ್ಯ ಬಿಜೆಪಿ ವಕ್ತಾರ ಹೆಚ್. ಎನ್. ಚಂದ್ರಶೇಖರ್ ಮಾತನಾಡಿ, 1980ರಲ್ಲಿ ದೇಶದಲ್ಲಿ ಹಾಗೂ ರಾಜ್ಯದಲ್ಲಿ ಬಿಜೆಪಿ ಅಸ್ತಿತ್ವದಲ್ಲಿರಲಿಲ್ಲ. ಆಗ ಲೋಕಸಭೆಯಲ್ಲಿ ಇಬ್ಬರು ಬಿಜೆಪಿ ಸಂಸದರಿದ್ದರು. ಇಂದು ದೇಶದಲ್ಲಿ ಸಂಸದರ ಸಂಖ್ಯೆ 303ಕ್ಕೆ ಏರಿದೆ. ಇದು ಯಡಿಯೂರಪ್ಪನವರಂತಹ ನಾಯಕರ ಪರಿಶ್ರಮದ ಫಲ. ಇವರ ಹೋರಾಟ ಸದಾ ಸ್ಮರಣೀಯ.: [400, 1975, 571, 2100]
- article-para: ಲಕ್ಷ್ಮೇಶ್ವರ,ಮಾ: ಪೊಲೀಸ್ ಠಾಣಾ ವ್ಯಾಪ್ತಿಯ ಶಿಗ್ಲಿ ಗ್ರಾಮದ ಮಹಮ್ಮದ್ ಫಾರೂಕ್ ಹುಸೇನ್ ಸಾಬ್ ಶೇಖರನ್‌ವರ(29) ಎಂಬ ಯುವಕನ ಕತ್ತು ಸೀಳಿ ಕೊಲೆ ಮಾಡಿದ ಘಟನೆ ಜರುಗಿದೆ.: [586, 899, 763, 960]
- headline-kalika-2: ಆಶಾದೀಪವಾದ ‘ಕಲಿಕಾ ಹಬ್ಬ’: [809, 200, 1281, 257]
- article-krushi-col2: [1145, 1944, 1316, 2365]
- article-arogya-col2: [771, 1262, 949, 1447]
- grey-dot: [1451, 2376, 1470, 2395]
- article-para: ತುಮಕೂರು, ಮಾ. 1 - ತಮ್ಮ ಭವಿಷ್ಯವನ್ನು ಸಾಕಾರಗೊಳಿಸಿಕೊಳ್ಳಲು ವಿದ್ಯಾರ್ಥಿಗಳಿಗೆ ಎಸ್‌ಎಸ್‌ಎಲ್‌ಸಿ ಪರೀಕ್ಷೆಯೇ ಪ್ರಮುಖ ಘಟ್ಟವಾಗಿದ್ದು, ಈ ಪರೀಕ್ಷೆಯಲ್ಲಿ ಉತ್ತಮ ಸಾಧನೆ ಮಾಡುವ ಮೂಲಕ ಶಿಕ್ಷಣ ಕ್ಷೇತ್ರದ ಕೋರ್ಸ್‌ಗಳಿಗೆ ಪ್ರವೇಶ ಪಡೆದು ಭವಿಷ್ಯ ರೂಪಿಸಿಕೊಳ್ಳಬೇಕು ಎಂದು ಎಲೆರಾಂಪುರ ಕುಂಚಿಟಿಗರ ಮಹಾಸಂಸ್ಥಾನ ಮಠದ ಡಾ. ಶ್ರೀ ಹನುಮಂತನಾಥ ಸ್ವಾಮೀಜಿ ಹೇಳಿದರು.: [30, 1157, 199, 1297]
- article-para: ಗದಗ,ಮಾ1: ಕರ್ನಾಟಕ ಕೈಮಗ್ಗ ತಂತ್ರಜ್ಞಾನ ಸಂಸ್ಥೆ, ನರಸಾಪೂರ, ಗದಗ-ಬೆಟಗೇರಿ ಸಂಸ್ಥೆ ಮತ್ತು ರಕ್ತ ತಪಾಸಣಾ ಕೇಂದ್ರ, ಬೆಟಗೇರಿ-ಗದಗ ಇವರ ಸಹಯೋಗದೊಂದಿಗೆ ಸಂಸ್ಥೆಯ ವಿದ್ಯಾರ್ಥಿಗಳಿಗೆ ಮತ್ತು ಸಿಬ್ಬಂದಿಗಳಿಗೆ ಆರೋಗ್ಯ ಶಿಬಿರ ಕಾರ್ಯಕ್ರಮ ಜರುಗಿತು. ಕಾರ್ಯಕ್ರಮದಲ್ಲಿ: [586, 1263, 763, 1355]
- article-para: ಇದೇ ಸಂದರ್ಭದಲ್ಲಿ ಜಿಲ್ಲಾಧಿಕಾರಿಗಳು ಸ್ಥಳೀಯ ಜನಪ್ರತಿನಿಧಿಗಳ ಜೊತೆ ಚರ್ಚಿಸಿ, ಟೆಂಡರ್ ಕಾಮಗಾರಿ ಮಾಡಬೇಕೆಂದರು.: [967, 1618, 1138, 1664]
- article-mahanagara-col3: [437, 191, 556, 414]
- article-para: ಈ ಸಂದರ್ಭದಲ್ಲಿ ಪ್ರಾಂಶುಪಾಲರು ಸರಸಿಂಹಮೂರ್ತಿ ಸೇರಿದಂತೆ ಶಾಲೆಯ ಶಿಕ್ಷಕರು ಉಪಸ್ಥಿತರಿದ್ದರು.: [382, 1303, 556, 1349]
- article-vidyarthi-col2: [206, 1157, 375, 1446]
- photo-vidyarthi-students: [30, 949, 556, 1149]
- cyan-dot: [1356, 2376, 1376, 2395]
- article-para: ಡಯಟ್ ಉಪನ್ಯಾಸಕರಾದ: [775, 750, 865, 764]
- article-para: ನಿರ್ದೇಶಕರು/ಪ್ರಾಂಶುಪಾಲರು ಶ್ರೀಮತಿ ಸುಮಲತಾ.ಡಿ.ಜಂಟಿ, ಡಾ. ಶಕುಂತಲಾ ಎಸ್. ತೆ-ಹೀಟರ್, ಕಲಿಕಾ ಕಿರಣ ಸಂಸ್ಥೆಯ ಮೋಹನ ಡಿ ಹಾಗೂ ಸಂಸ್ಥೆಯ ಬೋಧಕ ಸಿಬ್ಬಂದಿಗಳು ಮತ್ತು ಸಂಸ್ಥೆಯ ವಿದ್ಯಾರ್ಥಿಗಳು ಉಪಸ್ಥಿತರಿದ್ದರು.: [771, 1263, 949, 1340]
- article-kalika-col5: [1303, 280, 1505, 838]
- article-para: ಜಮೀನಿನಲ್ಲಿ ಬಿಸಾಕಲಾಗಿದೆ.: [771, 899, 867, 913]
- headline-railway-2: 52 ಸಾವಿರ ಕೋಟಿ ಬಿಡುಗಡೆ: [1041, 901, 1431, 948]
- color-registration-right: [1356, 2376, 1499, 2398]
- instagram-icon[interactable]: ◎: [189, 99, 202, 112]
- article-para: ಪೂರ್ಣಗೊಂಡಿದ್ದು, ಶೀಘ್ರದಲ್ಲಿಯೇ ಭೂಮಿ ಪೂಜೆ ನೆರವೇರಿಸಲಾಗುವುದು. ನಂತರ ಬಡವನಹಳ್ಳಿಯ ಬ್ರಿಡ್ಜ್ ನಿರ್ಮಾಣಕ್ಕೆ ಟೆಂಡರ್ ಕರೆಯಲಾಗಿದೆ. ಸುಮಾರು 1600 ಕೋಟಿ ರೂ.ಗಳ ಕಾಮಗಾರಿ ಪ್ರಾರಂಭಿಸಲಾಗುವುದು ಎಂದರು.: [1145, 1257, 1316, 1350]
- article-para: ಕಲಿಕಾ ಹಬ್ಬದಲ್ಲಿ ವಿವಿಧ ಶೈಕ್ಷಣಿಕ ಸ್ಪರ್ಧೆಗಳು, ಸೃಜನಾತ್ಮಕ ಚಟುವಟಿಕೆಗಳು ಮತ್ತು ಕಲಿಕಾ ಪ್ರದರ್ಶನಗಳು ನಡೆದವು. ಹಬ್ಬದ ಮೂಲಕ ಮಕ್ಕಳಲ್ಲಿ ಆತ್ಮವಿಶ್ವಾಸ ಹೆಚ್ಚುವಂತೆ ಮಾಡಿ, ಕಲಿಕೆಯಲ್ಲಿ ಹಿಂದುಳಿದ ಮಕ್ಕಳನ್ನು ಮುಖ್ಯ ಪ್ರವಾಹಕ್ಕೆ ತರುವ ಪ್ರಯತ್ನ ಗಮನಾರ್ಹವಾಗಿತ್ತು.: [1303, 427, 1505, 504]
- article-bsy-col1: [30, 1520, 219, 2365]
- article-yuvakana-col1: [586, 899, 763, 1147]
- website-link[interactable]: sanjevani.com: [30, 96, 127, 112]
- article-para: ರೂಪಿಸುವಂತಾಗಬೇಕು.: [206, 484, 287, 497]
- social-handle[interactable]: @sanjevaninews: [30, 80, 142, 96]
- headline-arogya-2: ಕಾರ್ಯಕ್ರಮ: [696, 1205, 838, 1247]
- article-para: ಇಂತಹ ವೃತ್ತಿಪರ ಕಾರ್ಯಕ್ರಮಗಳು ಉಪನ್ಯಾಸಕರುಗಳಿಗೆ ತಮ್ಮ ವೃತ್ತಿಪರ ಅಭಿವೃದ್ಧಿ ಕೌಶಲ್ಯಗಳನ್ನು ಹೆಚ್ಚಿಸಿಕೊಳ್ಳಲು, ನವೀಕೃತ ಜ್ಞಾನ ಪಡೆದುಕೊಳ್ಳಲು, ತಂತ್ರಜ್ಞಾನ ಬೋಧನಾ ವಿಧಾನಗಳನ್ನು ಅಳವಡಿಸಿಕೊಳ್ಳಲು ಹಾಗೂ ಸಂಶೋಧನೆ ಮತ್ತು ನಾವೀನ್ಯತೆ ಸಾಮರ್ಥ್ಯಗಳನ್ನು ಬೆಳೆಸಿಕೊಳ್ಳಲು ಸಹಕಾರಿಯಾಗಲಿದೆ. ಈ ಉದ್ದೇಶದಿಂದ ನಮ್ಮ ವಿದ್ಯಾವಾಹಿನಿ ಪ್ರಥಮ ದರ್ಜೆ ಕಾಲೇಜಿನಲ್ಲಿ ಪ್ರತಿ ತಿಂಗಳು ಎಫ್ ಡಿ ಪಿ ಕಾರ್ಯಕ್ರಮಗಳನ್ನು ಏರ್ಪಡಿಸುತ್ತಿದ್ದೇವೆ ಎಂದರು.: [206, 504, 375, 660]
- article-vidyarthi-col1: [30, 1157, 199, 1446]
- article-para: ಎಚ್.ಬಿ. ರಡ್ಡೇರ ಅವರು ಮಾತನಾಡಿ, “ಪ್ರತಿಯೊಂದು ಮಗುವಿನಲ್ಲಿಯೂ ಕಲಿಕೆಯಲ್ಲಿ ವೈಯಕ್ತಿಕ ವ್ಯತ್ಯಾಸಗಳು ಇರುತ್ತವೆ. ಹಿಂದುಳಿದ ಮಕ್ಕಳಿಗೆ ಸಂತಸದಾಯಕ ಹಾಗೂ ಸ್ನೇಹಪರ ಕಲಿಕಾ ವಾತಾವರಣ ಕಲ್ಪಿಸುವುದು ಅತ್ಯಂತ ಅಗತ್ಯ. ಈ ಕಾರ್ಯಕ್ರಮದ ಮುಖ್ಯ ಉದ್ದೇಶವೇ ಅದಾಗಿದೆ,” ಎಂದು ತಿಳಿಸಿದರು.: [950, 620, 1117, 728]
- facebook-icon[interactable]: f: [159, 99, 172, 111]
- magenta-dot: [1380, 2376, 1399, 2395]
- article-para: ಬಿಜೆಪಿಯನ್ನು ಸದೃಢವಾಗಿ ಕಟ್ಟಿ ಬೆಳೆಸಲು ಕಾರ್ಯಕರ್ತರು ಶ್ರಮಿಸಬೇಕು. ಜನಸಾಮಾನ್ಯರ ಸಮಸ್ಯೆಗಳಿಗೆ ಸ್ಪಂದಿಸಬೇಕು ಎಂದು ಹೇಳಿದರು.: [30, 1849, 219, 1895]
- article-para: ಕೊಲೆ ನಿಖರವಾದ ಕಾರಣ ತಿಳಿದುಬಂದಿಲ್ಲ ಕೊಲೆ ಮಾಡಿ ಆರೋಪಿಗಳು ಪರಾರಿಯಾಗಿದ್ದು ಪ್ರಕರಣವನ್ನು ಪಿಎಸ್‌ಐ ನಾಗರಾಜ್ ಗಡದ್ ದಾಖಲಿಸಿಕೊಂಡಿದ್ದು ತನಿಖೆ ನಡೆದಿದೆ.: [771, 919, 949, 981]
- article-mahanagara-col2: [320, 191, 430, 414]
- headline-bsy: ಬಿಎಸ್‌ವೈ ಹೋರಾಟ ಕಾರ್ಯಕರ್ತರಿಗೆ ಪ್ರೇರಣೆಯಾಗಲಿ: ಜ್ಯೋತಿಗಣೇಶ್: [88, 1464, 894, 1505]
- yellow-dot: [1404, 2376, 1423, 2395]
- article-para: ವೇ: ಮಾರ್ಗ ಕೊನೆ ಹಂತದಲ್ಲಿ ಮಧುಗಿರಿಯ ಏಕಶಿಲಾ ಬೆಟ್ಟ, ಸಿದ್ದರಬೆಟ್ಟ, ದೇವರಾಯನದುರ್ಗ, ತುರುವೇಕೆರೆಯ ರಂಗನಾಥಸ್ವಾಮಿ ದೇವಸ್ಥಾನದ ಬೆಟ್ಟಗಳನ್ನು ಕೇಂದ್ರ ಸರ್ಕಾರದ ಅನುದಾನದಲ್ಲಿ ಅಭಿವೃದ್ಧಿಪಡಿಸಲಾಗುವುದು ಎಂದರು.: [1323, 1257, 1505, 1334]
- article-para: ಕಾರ್ಯಕ್ರಮದಲ್ಲಿ ತಾಲೂಕಿನ ಜನಪ್ರತಿನಿಧಿಗಳು, ಜಿಲ್ಲಾ ಗ್ಯಾರಂಟಿ ಯೋಜನೆ ಸಮಿತಿ ಅಧ್ಯಕ್ಷ ಚಂದ್ರಶೇಖರ್ ಗೌಡ, ಟಿಎಪಿ ಸಿಎಂಎಸ್ ಅಧ್ಯಕ್ಷ ಎಂ.ಎಸ್. ಮಲ್ಲಿಕಾರ್ಜುನಯ್ಯ, ಪುರಸಭಾ ಮಾಜಿ ಅಧ್ಯಕ್ಷರುಗಳಾದ ಲಾಲಾಪೇಟೆ ಮಂಜುನಾಥ್, ಎನ್.: [1145, 2091, 1316, 2184]
- article-kalika-col4: [1123, 619, 1296, 838]
- article-kalika-col2: [775, 619, 945, 838]
- article-railway-col2: [1145, 1257, 1316, 1828]
- article-para: ಈ ಸಂದರ್ಭದಲ್ಲಿ ರಾಜ್ಯ ಸರ್ಕಾರದ ದೆಹಲಿ ವಿಶೇಷ ಪ್ರತಿನಿಧಿ ಟಿ.ಬಿ. ಜಯಚಂದ್ರ, ವಿಧಾನ ಪರಿಷತ್ ಸದಸ್ಯ ಚಿದಾನಂದ ಎಂ. ಗೌಡ, ತುಮಕೂರು ಹಾಲು ಒಕ್ಕೂಟದ ನಿರ್ದೇಶಕ ಎಸ್.ಆರ್. ಗೌಡ, ರೈಲ್ವೆ ಇಲಾಖೆಯ ಮುಖ್ಯ ಇಂಜಿನಿಯರ್ ಪ್ರದೀಪ್ ಪುರಿ, ಸೌತ್ ವೆಸ್ಟರ್ನ್ ರೈಲ್ವೆ ಇಲಾಖೆಯ ಮುಖ್ಯ ಇಂಜಿನಿಯರ್ ರಾಜೇಶ್, ಮಧುಗಿರಿ ಉಪವಿಭಾಗಾಧಿಕಾರಿ ಗೋಟೂರು ಶಿವಪ್ಪ, ತಹಶೀಲ್ದಾರ್ ಆನಂದ ಕುಮಾರ್, ನಗರಸಭೆ ಅಧ್ಯಕ್ಷೆ ಜೀಷಾನ್ ಮೆಹಮೂದ್, ಪೌರಾಯುಕ್ತ ರುದ್ರೇಶ್, ನಗರಸಭೆ ಸದಸ್ಯರಾದ ಆರ್.ರಾಮು ವಿಜಯರಾಜ್ ಮತ್ತಿತರರು ಉಪಸ್ಥಿತರಿದ್ದರು.: [1323, 1340, 1505, 1528]
- article-para: ನಗರದ ಬಿಜೆಪಿ ವೃತ್ತದಲ್ಲಿ ಯಡಿಯೂರಪ್ಪನವರ ಅಭಿಮಾನಿ ಬಳಗ ಯಡಿಯೂರಪ್ಪ (ಕೆ.ಎಂ.ಶಿವಕುಮಾರ್) ಅವರ ನೇತೃತ್ವದಲ್ಲಿ ಹಾಗೂ ಶಾಸಕ ಜಿ.ಬಿ.ಜ್ಯೋತಿಗಣೇಶ್ ಅಧ್ಯಕ್ಷತೆಯಲ್ಲಿ ಏರ್ಪಡಿಸಿದ್ದ ಬಿ.ಎಸ್.ಯಡಿಯೂರಪ್ಪನವರ 50ನೇ ವರ್ಷದ ರಾಜಕೀಯ ಜೀವನದ ಸಂಭ್ರಮ ಹಾಗೂ ಅವರ ಹುಟ್ಟುಹಬ್ಬ ಕಾರ್ಯಕ್ರಮ ಉದ್ಘಾಟಿಸಿ ಮಾತನಾಡಿದರು. 50 ವರ್ಷಗಳ ಕಾಲ ಪಕ್ಷಕ್ಕಾಗಿ ರಾಜ್ಯಾದ್ಯಂತ ಪ್ರವಾಸ ಮಾಡಿ ಬಿಜೆಪಿಯನ್ನು ಕಟ್ಟಿ ಬೆಳೆಸಿದವರು ಯಡಿಯೂರಪ್ಪನವರು ಎಂದರು.: [30, 1619, 219, 1776]
- headline-vidyarthi-2: ಪರೀಕ್ಷೆ ಬರೆಯಲು ಶ್ರೀಗಳ ಸಲಹೆ: [117, 893, 468, 933]
